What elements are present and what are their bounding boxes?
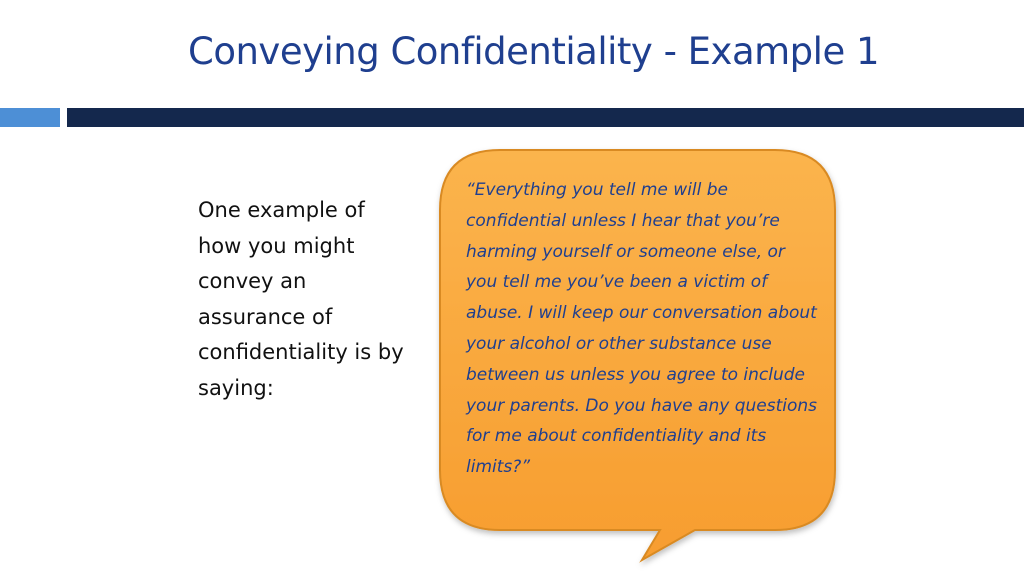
- body-text: One example of how you might convey an assurance of confidentiality is by saying:: [198, 198, 404, 400]
- slide-title: Conveying Confidentiality - Example 1: [188, 30, 880, 73]
- speech-bubble-quote: “Everything you tell me will be confidential unless I hear that you’re harming yourself or someone else, or you tell me you’ve been a victim of abuse. I will keep our conversation about your alcohol or other substance use between us unless you agree to include your parents. Do you have any questions for me about confidentiality and its limits?”: [466, 180, 817, 478]
